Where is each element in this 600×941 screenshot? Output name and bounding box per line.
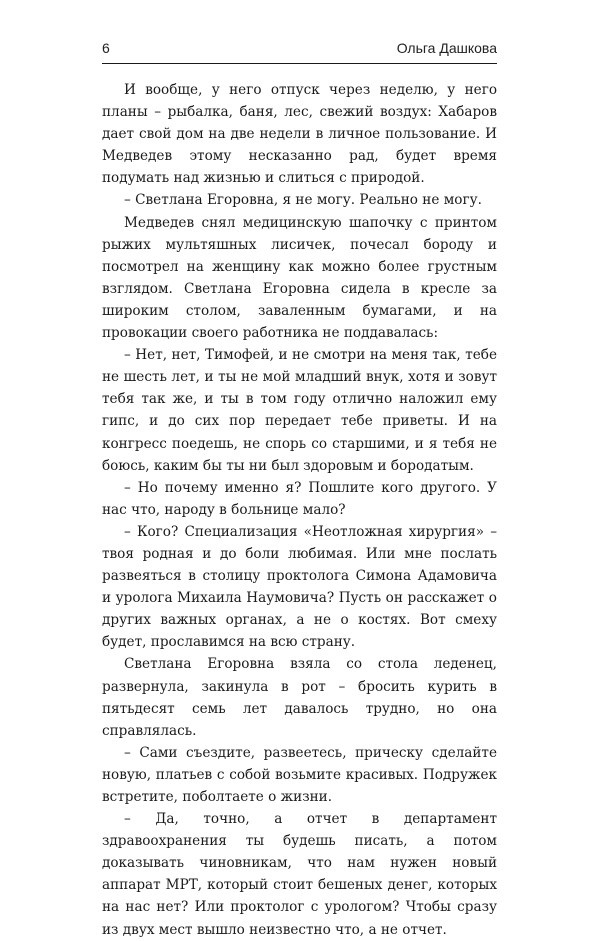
page-number: 6 (102, 40, 110, 56)
paragraph: – Сами съездите, развеетесь, прическу сделайте новую, платьев с собой возьмите красивых. Подружек встретите, поболтаете о жизни. (102, 744, 497, 805)
paragraph: И вообще, у него отпуск через неделю, у него планы – рыбалка, баня, лес, свежий воздух: Хабаров дает свой дом на две недели в личное пользование. И Медведев этому несказанно рад, будет время подумать над жизнью и слиться с природой. (102, 82, 497, 187)
header-rule (102, 63, 497, 64)
paragraph: Медведев снял медицинскую шапочку с принтом рыжих мультяшных лисичек, почесал бороду и посмотрел на женщину как можно более грустным взглядом. Светлана Егоровна сидела в кресле за широким столом, заваленным бумагами, и на провокации своего работника не поддавалась: (102, 214, 497, 342)
page-header (102, 40, 497, 62)
body-text (102, 79, 497, 941)
paragraph: – Нет, нет, Тимофей, и не смотри на меня так, тебе не шесть лет, и ты не мой младший внук, хотя и зовут тебя так же, и ты в том году отлично наложил ему гипс, и до сих пор передает тебе приветы. И на конгресс поедешь, не спорь со старшими, и я тебя не боюсь, каким бы ты ни был здоровым и бородатым. (102, 347, 497, 474)
paragraph: – Кого? Специализация «Неотложная хирургия» – твоя родная и до боли любимая. Или мне послать развеяться в столицу проктолога Симона Адамовича и уролога Михаила Наумовича? Пусть он расскажет о других важных органах, а не о костях. Вот смеху будет, прославимся на всю страну. (102, 523, 497, 651)
paragraph: – Светлана Егоровна, я не могу. Реально не могу. (124, 192, 482, 209)
running-head-author: Ольга Дашкова (396, 40, 497, 56)
paragraph: – Да, точно, а отчет в департамент здравоохранения ты будешь писать, а потом доказывать чиновникам, что нам нужен новый аппарат МРТ, который стоит бешеных денег, которых на нас нет? Или проктолог с урологом? Чтобы сразу из двух мест вышло неизвестно что, а не отчет. (102, 811, 497, 938)
paragraph: Светлана Егоровна взяла со стола леденец, развернула, закинула в рот – бросить курить в пятьдесят семь лет давалось трудно, но она справлялась. (102, 656, 497, 739)
paragraph: – Но почему именно я? Пошлите кого другого. У нас что, народу в больнице мало? (102, 479, 497, 518)
